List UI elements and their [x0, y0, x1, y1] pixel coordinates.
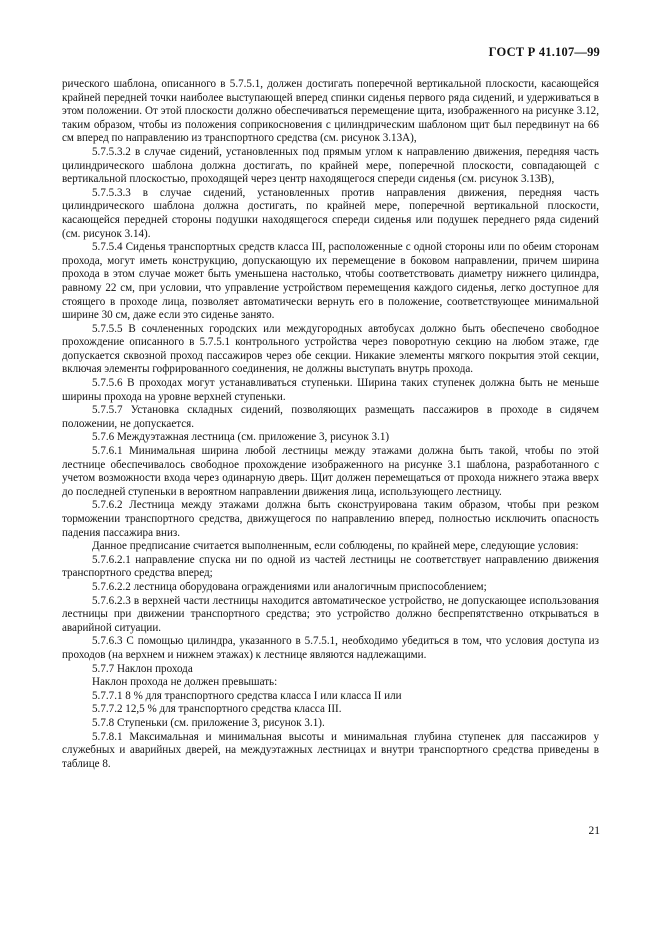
page-number: 21: [588, 825, 600, 837]
paragraph: 5.7.5.3.2 в случае сидений, установленных под прямым углом к направлению движения, передняя часть цилиндрического шаблона должна достигать, по крайней мере, поперечной плоскости, совпадающей с вертикальной плоскостью, проходящей через центр находящегося спереди сиденья (см. рисунок 3.13В),: [62, 145, 599, 186]
paragraph: 5.7.5.6 В проходах могут устанавливаться ступеньки. Ширина таких ступенек должна быть не меньше ширины прохода на уровне верхней ступеньки.: [62, 377, 599, 403]
paragraph: 5.7.7.2 12,5 % для транспортного средства класса III.: [92, 703, 342, 716]
paragraph: 5.7.6.1 Минимальная ширина любой лестницы между этажами должна быть такой, чтобы по этой лестнице обеспечивалось свободное прохождение изображенного на рисунке 3.1 шаблона, разработанного с учетом возможности входа через одинарную дверь. Щит должен перемещаться от прохода нижнего этажа вверх до последней ступеньки в вероятном направлении движения лица, использующего лестницу.: [62, 445, 599, 498]
paragraph: 5.7.8 Ступеньки (см. приложение 3, рисунок 3.1).: [92, 716, 325, 729]
paragraph: 5.7.8.1 Максимальная и минимальная высоты и минимальная глубина ступенек для пассажиров у служебных и аварийных дверей, на междуэтажных лестницах и внутри транспортного средства приведены в таблице 8.: [62, 730, 599, 770]
paragraph: 5.7.7 Наклон прохода: [92, 662, 193, 675]
paragraph: 5.7.7.1 8 % для транспортного средства класса I или класса II или: [92, 689, 402, 702]
paragraph: 5.7.5.4 Сиденья транспортных средств класса III, расположенные с одной стороны или по обеим сторонам прохода, могут иметь конструкцию, допускающую их перемещение в боковом направлении, причем ширина прохода в этом случае может быть уменьшена настолько, чтобы соответствовать диаметру нижнего цилиндра, равному 22 см, при условии, что управление устройством перемещения каждого сиденья, легко доступное для стоящего в проходе лица, позволяет автоматически вернуть его в положение, соответствующее минимальной ширине 30 см, даже если это сиденье занято.: [62, 241, 599, 322]
paragraph: 5.7.5.3.3 в случае сидений, установленных против направления движения, передняя часть цилиндрического шаблона должна достигать, по крайней мере, поперечной вертикальной плоскости, касающейся передней стороны подушки находящегося спереди сиденья или подушек переднего ряда сидений (см. рисунок 3.14).: [62, 186, 599, 240]
paragraph: 5.7.5.5 В сочлененных городских или междугородных автобусах должно быть обеспечено свободное прохождение описанного в 5.7.5.1 контрольного устройства через поворотную секцию на любом этаже, где допускается сквозной проход пассажиров через обе секции. Никакие элементы мягкого покрытия этой секции, включая элементы гофрированного соединения, не должны выступать внутрь прохода.: [62, 322, 599, 376]
paragraph: Наклон прохода не должен превышать:: [92, 676, 278, 689]
paragraph: 5.7.6.2.3 в верхней части лестницы находится автоматическое устройство, не допускающее использования лестницы при движении транспортного средства; это устройство должно беспрепятственно открываться в аварийной ситуации.: [62, 594, 599, 634]
document-code-header: ГОСТ Р 41.107—99: [488, 45, 600, 59]
paragraph: 5.7.6.2 Лестница между этажами должна быть сконструирована таким образом, чтобы при резком торможении транспортного средства, движущегося по направлению вперед, полностью исключить опасность падения пассажира вниз.: [62, 499, 599, 539]
paragraph: 5.7.5.7 Установка складных сидений, позволяющих размещать пассажиров в проходе в сидячем положении, не допускается.: [62, 404, 599, 430]
paragraph: 5.7.6.2.2 лестница оборудована ограждениями или аналогичным приспособлением;: [92, 580, 487, 593]
paragraph: 5.7.6.3 С помощью цилиндра, указанного в 5.7.5.1, необходимо убедиться в том, что условия доступа из проходов (на верхнем и нижнем этажах) к лестнице являются надлежащими.: [62, 635, 599, 661]
paragraph: 5.7.6 Междуэтажная лестница (см. приложение 3, рисунок 3.1): [92, 431, 390, 444]
paragraph: 5.7.6.2.1 направление спуска ни по одной из частей лестницы не соответствует направлению движения транспортного средства вперед;: [62, 553, 599, 580]
paragraph: Данное предписание считается выполненным, если соблюдены, по крайней мере, следующие условия:: [92, 540, 579, 553]
paragraph: рического шаблона, описанного в 5.7.5.1, должен достигать поперечной вертикальной плоскости, касающейся крайней передней точки наиболее выступающей вперед спинки сиденья первого ряда сидений, и удерживаться в этом положении. От этой плоскости должно обеспечиваться перемещение щита, изображенного на рисунке 3.12, таким образом, чтобы из положения соприкосновения с цилиндрическим шаблоном щит был передвинут на 66 см вперед по направлению из транспортного средства (см. рисунок 3.13А),: [62, 78, 599, 145]
body-text: [62, 78, 599, 771]
